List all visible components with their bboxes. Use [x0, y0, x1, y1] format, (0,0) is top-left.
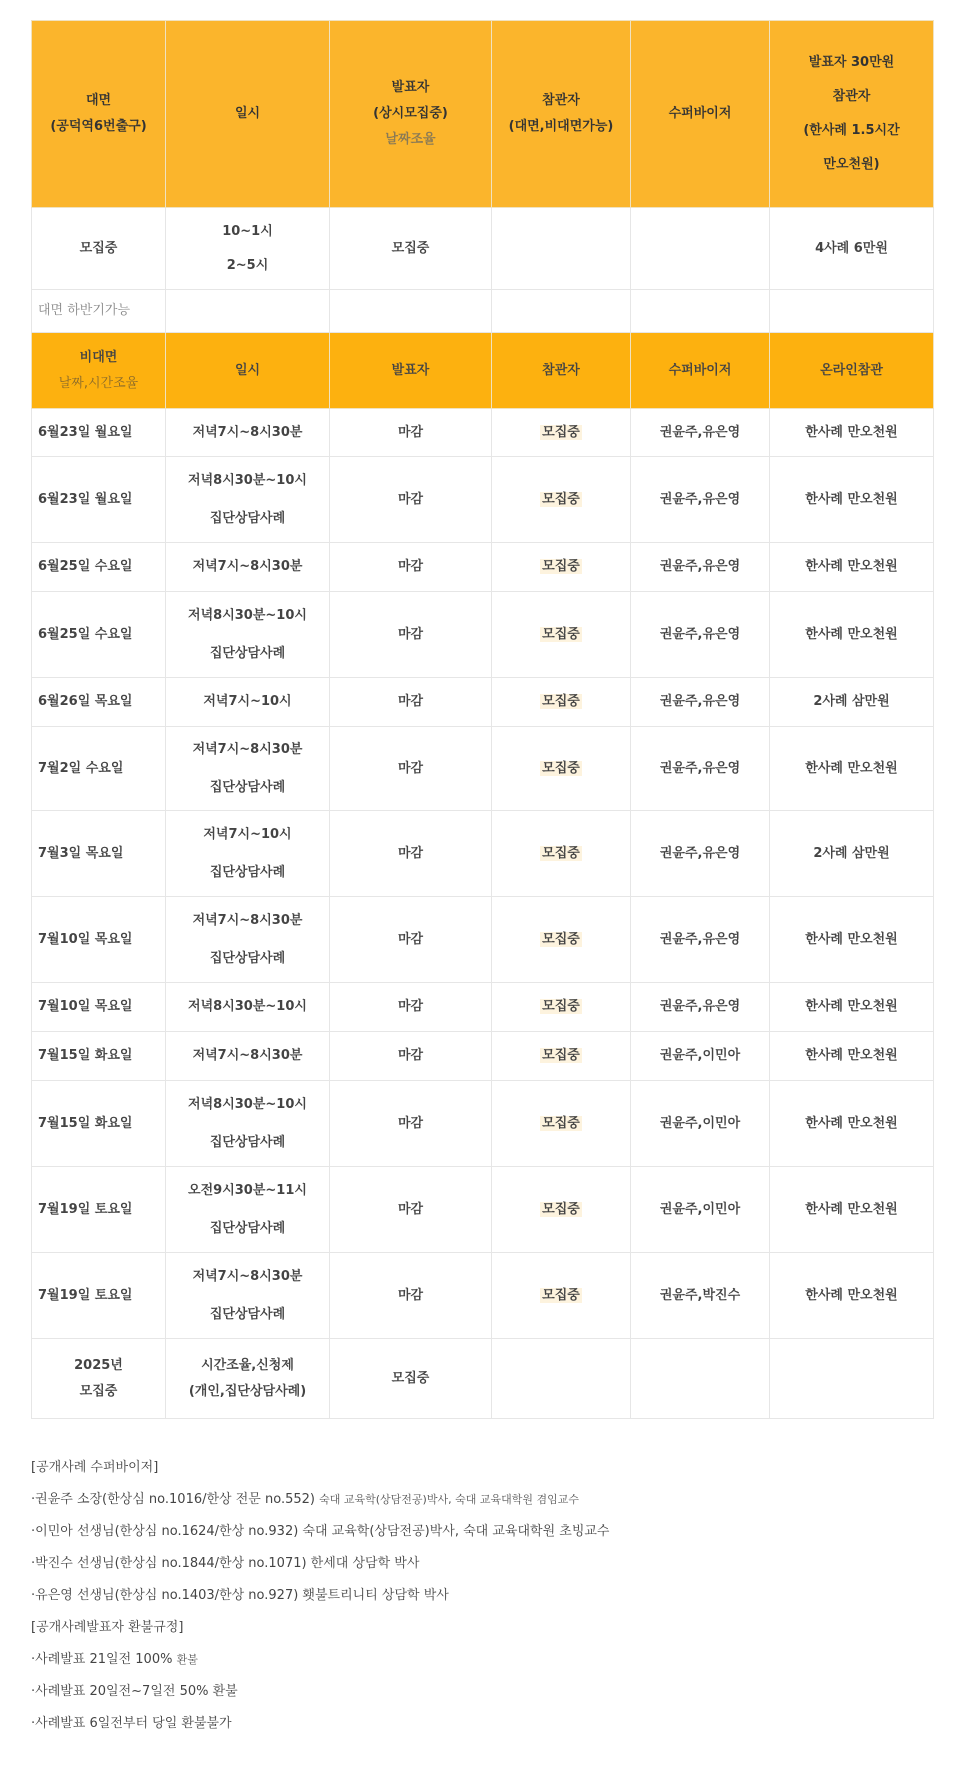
list-item: ·박진수 선생님(한상심 no.1844/한상 no.1071) 한세대 상담학 박사 — [31, 1556, 420, 1571]
inperson-note-row — [32, 290, 934, 333]
final-row — [32, 1339, 934, 1419]
observer-status-badge: 모집중 — [542, 1115, 580, 1131]
row-fee: 한사례 만오천원 — [770, 983, 934, 1032]
row-supervisor: 권윤주,이민아 — [631, 1081, 770, 1167]
row-date: 6월25일 수요일 — [32, 592, 166, 678]
row-supervisor: 권윤주,유은영 — [631, 543, 770, 592]
table-row — [32, 409, 934, 457]
row-time: 오전9시30분~11시 집단상담사례 — [166, 1167, 330, 1253]
row-fee: 2사례 삼만원 — [770, 678, 934, 727]
observer-status-badge: 모집중 — [542, 424, 580, 440]
row-time: 저녁8시30분~10시 — [166, 983, 330, 1032]
row-time: 저녁7시~8시30분 — [166, 543, 330, 592]
row-supervisor: 권윤주,이민아 — [631, 1167, 770, 1253]
row-observer — [492, 983, 631, 1032]
row-fee: 한사례 만오천원 — [770, 1032, 934, 1081]
row-observer — [492, 592, 631, 678]
list-item: ·사례발표 20일전~7일전 50% 환불 — [31, 1684, 238, 1699]
header2-online: 비대면 날짜,시간조율 — [32, 333, 166, 409]
row-supervisor: 권윤주,유은영 — [631, 983, 770, 1032]
row-date: 7월10일 목요일 — [32, 983, 166, 1032]
table-row — [32, 592, 934, 678]
refund-list — [31, 1644, 933, 1740]
header2-observer: 참관자 — [492, 333, 631, 409]
header-row-inperson — [32, 21, 934, 208]
row-presenter: 마감 — [330, 592, 492, 678]
row-date: 7월15일 화요일 — [32, 1081, 166, 1167]
row-supervisor: 권윤주,유은영 — [631, 457, 770, 543]
inperson-fee: 4사례 6만원 — [770, 208, 934, 290]
observer-status-badge: 모집중 — [542, 931, 580, 947]
row-observer — [492, 1167, 631, 1253]
header-inperson: 대면 (공덕역6번출구) — [32, 21, 166, 208]
header-datetime: 일시 — [166, 21, 330, 208]
final-date: 2025년 모집중 — [32, 1339, 166, 1419]
row-fee: 한사례 만오천원 — [770, 457, 934, 543]
row-presenter: 마감 — [330, 543, 492, 592]
row-supervisor: 권윤주,유은영 — [631, 592, 770, 678]
row-time: 저녁7시~8시30분 집단상담사례 — [166, 1253, 330, 1339]
row-fee: 2사례 삼만원 — [770, 811, 934, 897]
row-supervisor: 권윤주,유은영 — [631, 409, 770, 457]
row-date: 7월3일 목요일 — [32, 811, 166, 897]
row-presenter: 마감 — [330, 811, 492, 897]
table-row — [32, 983, 934, 1032]
schedule-wrapper — [31, 20, 933, 1419]
row-fee: 한사례 만오천원 — [770, 543, 934, 592]
row-observer — [492, 727, 631, 811]
row-date: 6월26일 목요일 — [32, 678, 166, 727]
row-fee: 한사례 만오천원 — [770, 1081, 934, 1167]
list-item: ·이민아 선생님(한상심 no.1624/한상 no.932) 숙대 교육학(상담전공)박사, 숙대 교육대학원 초빙교수 — [31, 1524, 610, 1539]
list-item: ·사례발표 6일전부터 당일 환불불가 — [31, 1716, 232, 1731]
row-supervisor: 권윤주,유은영 — [631, 897, 770, 983]
row-observer — [492, 1032, 631, 1081]
supervisor-list — [31, 1484, 933, 1612]
row-supervisor: 권윤주,유은영 — [631, 811, 770, 897]
refund-title: [공개사례발표자 환불규정] — [31, 1620, 184, 1635]
row-presenter: 마감 — [330, 1081, 492, 1167]
row-fee: 한사례 만오천원 — [770, 727, 934, 811]
row-date: 6월25일 수요일 — [32, 543, 166, 592]
table-row — [32, 1032, 934, 1081]
row-date: 7월19일 토요일 — [32, 1253, 166, 1339]
header-supervisor: 수퍼바이저 — [631, 21, 770, 208]
row-presenter: 마감 — [330, 409, 492, 457]
header-fee: 발표자 30만원 참관자 (한사례 1.5시간 만오천원) — [770, 21, 934, 208]
final-time: 시간조율,신청제 (개인,집단상담사례) — [166, 1339, 330, 1419]
row-time: 저녁8시30분~10시 집단상담사례 — [166, 592, 330, 678]
table-row — [32, 897, 934, 983]
row-date: 6월23일 월요일 — [32, 457, 166, 543]
row-time: 저녁8시30분~10시 집단상담사례 — [166, 1081, 330, 1167]
row-supervisor: 권윤주,유은영 — [631, 678, 770, 727]
row-presenter: 마감 — [330, 1167, 492, 1253]
row-presenter: 마감 — [330, 457, 492, 543]
inperson-status: 모집중 — [32, 208, 166, 290]
header-presenter: 발표자 (상시모집중) 날짜조율 — [330, 21, 492, 208]
row-presenter: 마감 — [330, 983, 492, 1032]
row-observer — [492, 678, 631, 727]
header2-supervisor: 수퍼바이저 — [631, 333, 770, 409]
row-presenter: 마감 — [330, 897, 492, 983]
row-observer — [492, 1253, 631, 1339]
observer-status-badge: 모집중 — [542, 999, 580, 1014]
table-row — [32, 727, 934, 811]
row-observer — [492, 811, 631, 897]
header2-online-fee: 온라인참관 — [770, 333, 934, 409]
row-date: 6월23일 월요일 — [32, 409, 166, 457]
row-presenter: 마감 — [330, 1253, 492, 1339]
inperson-times: 10~1시 2~5시 — [166, 208, 330, 290]
row-date: 7월15일 화요일 — [32, 1032, 166, 1081]
header2-presenter: 발표자 — [330, 333, 492, 409]
inperson-note: 대면 하반기가능 — [32, 290, 166, 333]
row-fee: 한사례 만오천원 — [770, 1253, 934, 1339]
schedule-table — [31, 20, 934, 1419]
final-presenter: 모집중 — [330, 1339, 492, 1419]
observer-status-badge: 모집중 — [542, 1287, 580, 1303]
table-row — [32, 457, 934, 543]
table-row — [32, 1081, 934, 1167]
row-time: 저녁7시~8시30분 — [166, 1032, 330, 1081]
row-presenter: 마감 — [330, 727, 492, 811]
row-time: 저녁8시30분~10시 집단상담사례 — [166, 457, 330, 543]
row-time: 저녁7시~8시30분 집단상담사례 — [166, 727, 330, 811]
header-observer: 참관자 (대면,비대면가능) — [492, 21, 631, 208]
table-row — [32, 678, 934, 727]
row-time: 저녁7시~8시30분 — [166, 409, 330, 457]
table-row — [32, 543, 934, 592]
observer-status-badge: 모집중 — [542, 760, 580, 776]
row-observer — [492, 409, 631, 457]
inperson-supervisor — [631, 208, 770, 290]
inperson-observer — [492, 208, 631, 290]
observer-status-badge: 모집중 — [542, 1048, 580, 1063]
row-supervisor: 권윤주,유은영 — [631, 727, 770, 811]
row-observer — [492, 457, 631, 543]
row-presenter: 마감 — [330, 1032, 492, 1081]
header-row-online — [32, 333, 934, 409]
header2-datetime: 일시 — [166, 333, 330, 409]
row-time: 저녁7시~8시30분 집단상담사례 — [166, 897, 330, 983]
table-row — [32, 1253, 934, 1339]
row-observer — [492, 1081, 631, 1167]
observer-status-badge: 모집중 — [542, 626, 580, 642]
inperson-presenter: 모집중 — [330, 208, 492, 290]
table-row — [32, 1167, 934, 1253]
observer-status-badge: 모집중 — [542, 694, 580, 709]
list-item: ·유은영 선생님(한상심 no.1403/한상 no.927) 횃불트리니티 상담학 박사 — [31, 1588, 449, 1603]
observer-status-badge: 모집중 — [542, 1201, 580, 1217]
row-observer — [492, 897, 631, 983]
observer-status-badge: 모집중 — [542, 559, 580, 574]
row-time: 저녁7시~10시 집단상담사례 — [166, 811, 330, 897]
table-row — [32, 811, 934, 897]
row-presenter: 마감 — [330, 678, 492, 727]
observer-status-badge: 모집중 — [542, 845, 580, 861]
list-item: ·사례발표 21일전 100% 환불 — [31, 1652, 198, 1667]
inperson-row — [32, 208, 934, 290]
row-fee: 한사례 만오천원 — [770, 897, 934, 983]
row-observer — [492, 543, 631, 592]
row-date: 7월19일 토요일 — [32, 1167, 166, 1253]
row-fee: 한사례 만오천원 — [770, 1167, 934, 1253]
row-date: 7월10일 목요일 — [32, 897, 166, 983]
row-time: 저녁7시~10시 — [166, 678, 330, 727]
notes-section — [31, 1452, 933, 1740]
row-supervisor: 권윤주,박진수 — [631, 1253, 770, 1339]
row-fee: 한사례 만오천원 — [770, 592, 934, 678]
row-date: 7월2일 수요일 — [32, 727, 166, 811]
row-supervisor: 권윤주,이민아 — [631, 1032, 770, 1081]
row-fee: 한사례 만오천원 — [770, 409, 934, 457]
list-item: ·권윤주 소장(한상심 no.1016/한상 전문 no.552) 숙대 교육학(상담전공)박사, 숙대 교육대학원 겸임교수 — [31, 1492, 579, 1507]
supervisor-title: [공개사례 수퍼바이저] — [31, 1460, 159, 1475]
observer-status-badge: 모집중 — [542, 491, 580, 507]
